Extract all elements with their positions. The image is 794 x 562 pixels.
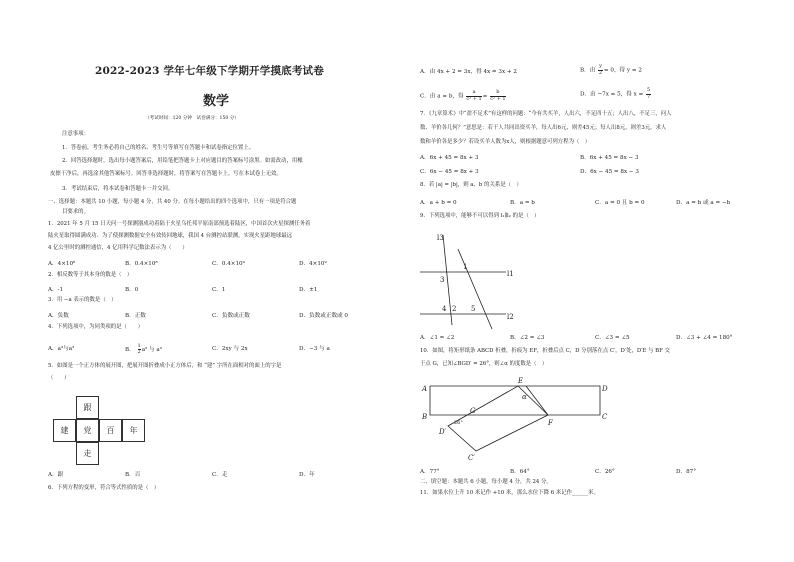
q7-option-d: D．6x − 45 = 8x − 3 [580, 169, 639, 175]
q8-option-a: A．a + b = 0 [420, 200, 457, 206]
note-2-cont: 皮擦干净后，再选涂其他答案标号。回答非选择题时，将答案写在答题卡上。写在本试卷上无效。 [50, 171, 282, 177]
q1-option-d: D．4×10⁹ [299, 261, 327, 267]
label-angle-5: 5 [471, 305, 476, 313]
q1-option-a: A．4×10⁸ [48, 261, 76, 267]
q2-option-d: D．±1 [299, 287, 318, 293]
note-3: 3．考试结束后，将本试卷和答题卡一并交回。 [62, 186, 174, 192]
q9-option-b: B．∠2 = ∠3 [510, 335, 545, 341]
q8-option-b: B．a = b [510, 200, 535, 206]
exam-info: （考试时间：120 分钟 试卷满分：150 分） [145, 116, 239, 121]
q2-option-b: B．0 [125, 287, 139, 293]
label-l2: l2 [507, 313, 514, 321]
note-2: 2．回答选择题时，选出每小题答案后，用铅笔把答题卡上对应题目的答案标号涂黑。如需改动，用橡 [62, 158, 303, 164]
label-G: G [470, 407, 476, 415]
label-D-prime: D′ [439, 428, 447, 436]
label-E: E [518, 377, 524, 385]
q4-option-c: C．2xy 与 2x [212, 346, 248, 352]
q7-line3: 数和羊价各是多少？若设买羊人数为x人，则根据题意可列方程为（ ） [420, 139, 591, 145]
label-angle-3: 3 [440, 276, 445, 284]
label-angle-2: 2 [452, 305, 457, 313]
q4-option-a: A．a³与a² [48, 346, 75, 352]
cube-face-5: 年 [122, 419, 145, 442]
q9-figure [412, 225, 522, 330]
label-F: F [548, 419, 553, 427]
q7-option-b: B．6x + 45 = 8x − 3 [580, 155, 639, 161]
q7-option-c: C．6x − 45 = 8x + 3 [420, 169, 479, 175]
label-26deg: 26° [454, 420, 463, 426]
q3-option-a: A．负数 [48, 313, 69, 319]
subject-title: 数学 [203, 94, 230, 109]
cube-face-3: 党 [76, 419, 99, 442]
q10-option-b: B．64° [510, 469, 530, 475]
exam-title: 2022-2023 学年七年级下学期开学摸底考试卷 [95, 65, 324, 77]
q10-line1: 10．如图，将矩形纸条 ABCD 折叠，折痕为 EF，折叠后点 C，D 分别落在点 C′，D′处，D′E 与 BF 交 [420, 348, 670, 354]
q2-option-c: C．1 [212, 287, 226, 293]
q6-stem: 6．下列方程的变形，符合等式性质的是（ ） [48, 485, 160, 491]
q10-line2: 于点 G，已知∠BGD′ = 26°，则∠α 的度数是（ ） [420, 361, 548, 367]
q1-line1: 1．2021 年 5 月 15 日天问一号探测器成功着陆于火星乌托邦平原南部预选着陆区，中国首次火星探测任务着 [48, 221, 311, 227]
q9-stem: 9．下列选项中，能够不可以得到 l₁∥l₂ 的是（ ） [420, 213, 540, 219]
q6-option-b: B．由 $\frac{y}{2}$ = 0，得 y = 2 [580, 63, 642, 76]
q5-stem: 5．如图是一个正方体的展开图，把展开图折叠成小正方体后，和 “建” 字所在面相对的面上的字是 [48, 363, 282, 369]
q2-option-a: A．-1 [48, 287, 64, 293]
label-B: B [422, 413, 428, 421]
q7-option-a: A．6x + 45 = 8x + 3 [420, 155, 479, 161]
q3-option-c: C．负数或正数 [212, 313, 250, 319]
q1-line3: 4 亿公里时的测控通信，4 亿用科学记数法表示为（ ） [48, 245, 188, 251]
q6-option-d: D．由 −7x = 5，得 x = $\frac{5}{7}$ [580, 87, 651, 100]
q8-option-d: D．a = b 或 a = −b [676, 200, 731, 206]
label-l1: l1 [507, 270, 514, 278]
label-angle-1: 1 [463, 263, 468, 271]
q10-figure [418, 374, 628, 464]
note-1: 1．答卷前，考生务必将自己的姓名、考生号等填写在答题卡和试卷指定位置上。 [62, 145, 255, 151]
q6-option-a: A．由 4x + 2 = 3x，得 4x = 3x + 2 [420, 69, 517, 75]
q7-line1: 7．《九章算术》中“盈不足术”有这样的问题：“今有共买羊，人出六，不足四十五；人出八，不足三，问人 [420, 111, 672, 117]
section2-heading: 二、填空题：本题共 6 小题，每小题 4 分，共 24 分。 [420, 479, 552, 485]
q4-stem: 4．下列选项中，为同类项的是（ ） [48, 324, 144, 330]
label-A: A [422, 385, 428, 393]
label-l3: l3 [437, 234, 444, 242]
q3-option-b: B．正数 [125, 313, 146, 319]
q6-option-c: C．由 a = b，得 $\frac{a}{\text{c² + 1}}$ = $\frac{b}{\text{c² + 1}}$ [420, 89, 506, 102]
q4-option-b: B． $\frac{1}{2}$ a² 与 a² [125, 343, 162, 355]
q10-option-d: D．87° [676, 469, 696, 475]
q5-option-d: D．年 [299, 472, 315, 478]
q3-stem: 3．用 −a 表示的数是（ ） [48, 297, 117, 303]
q9-option-c: C．∠3 = ∠5 [595, 335, 630, 341]
q7-line2: 数、羊价各几何？”意思是：若干人共同出资买羊，每人出6元，则差45元；每人出8元，则差3元，求人 [420, 125, 667, 131]
cube-face-2: 建 [53, 419, 76, 442]
q1-option-b: B．0.4×10⁸ [125, 261, 158, 267]
section1-heading: 一、选择题：本题共 10 小题，每小题 4 分，共 40 分。在每小题给出的四个选项中，只有一项是符合题 [48, 199, 297, 205]
q5-option-a: A．跟 [48, 472, 64, 478]
section1-heading-cont: 目要求的。 [62, 209, 89, 215]
label-angle-4: 4 [442, 305, 447, 313]
q4-option-d: D．−3 与 a [299, 346, 330, 352]
q1-line2: 陆火星取得圆满成功．为了使探测数据安全有效传回地球，我国 4 台测控站联测，实现火星距地球最远 [48, 233, 293, 239]
cube-face-1: 跟 [76, 396, 99, 419]
label-C: C [602, 413, 608, 421]
q8-option-c: C．a = 0 且 b = 0 [595, 200, 645, 206]
q10-option-c: C．26° [595, 469, 615, 475]
cube-face-6: 走 [76, 442, 99, 465]
q8-stem: 8．若 |a| = |b|，则 a、b 的关系是（ ） [420, 182, 522, 188]
q2-stem: 2．相反数等于其本身的数是（ ） [48, 272, 133, 278]
label-alpha: α [522, 393, 527, 401]
label-D: D [602, 385, 608, 393]
q9-option-d: D．∠3 + ∠4 = 180° [676, 335, 733, 341]
q3-option-d: D．负数或正数或 0 [299, 313, 348, 319]
q11-stem: 11．如果水位上升 10 米记作 +10 米，那么水位下降 6 米记作______米。 [420, 490, 599, 496]
q9-option-a: A．∠1 = ∠2 [420, 335, 455, 341]
label-C-prime: C′ [468, 454, 475, 462]
q1-option-c: C．0.4×10⁹ [212, 261, 245, 267]
q10-option-a: A．77° [420, 469, 440, 475]
q5-option-b: B．百 [125, 472, 141, 478]
notes-heading: 注意事项： [62, 131, 89, 137]
q5-option-c: C．走 [212, 472, 228, 478]
q5-stem-end: （ ） [48, 375, 70, 381]
cube-face-4: 百 [99, 419, 122, 442]
